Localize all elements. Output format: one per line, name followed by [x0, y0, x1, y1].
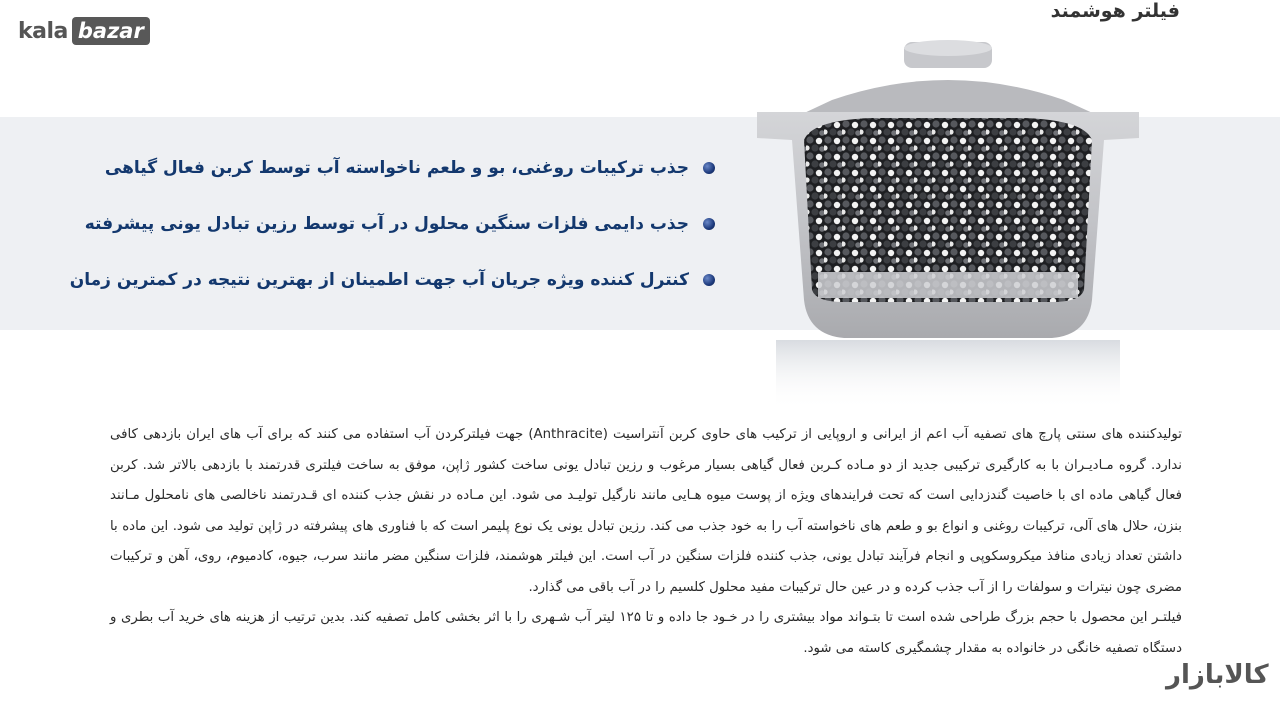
feature-text: جذب دایمی فلزات سنگین محلول در آب توسط رزین تبادل یونی پیشرفته [84, 214, 689, 234]
feature-item [84, 196, 715, 252]
page-title: فیلتر هوشمند [1050, 0, 1180, 22]
kalabazar-logo[interactable] [18, 17, 150, 45]
kalabazar-watermark: کالابازار [1166, 660, 1269, 690]
description-text [110, 420, 1182, 664]
description-paragraph: تولیدکننده های سنتی پارچ های تصفیه آب اعم از ایرانی و اروپایی از ترکیب های حاوی کربن آنتراسیت (Anthracite) جهت فیلترکردن آب استفاده می کنند که برای آب های ایران بازدهی کافی ندارد. گروه مـادیـران با به کارگیری ترکیبی جدید از دو مـاده کـربن فعال گیاهی بسیار مرغوب و رزین تبادل یونی ساخت کشور ژاپن، موفق به ساخت فیلتری قدرتمند با بازدهی بالاتر شد. کربن فعال گیاهی ماده ای با خاصیت گندزدایی است که تحت فرایندهای ویژه از پوست میوه هـایی مانند نارگیل تولیـد می شود. این مـاده در نقش جذب کننده ای قـدرتمند ناخالصی های نامحلول مـانند بنزن، حلال های آلی، ترکیبات روغنی و انواع بو و طعم های ناخواسته آب را به خود جذب می کند. رزین تبادل یونی یک نوع پلیمر است که با فناوری های پیشرفته در ژاپن تولید می شود. این ماده با داشتن تعداد زیادی منافذ میکروسکوپی و انجام فرآیند تبادل یونی، جذب کننده فلزات سنگین در آب است. این فیلتر هوشمند، فلزات سنگین مضر مانند سرب، جیوه، کادمیوم، روی، آهن و ترکیبات مضری چون نیترات و سولفات را از آب جذب کرده و در عین حال ترکیبات مفید محلول کلسیم را در آب باقی می گذارد. [110, 427, 1182, 595]
feature-text: کنترل کننده ویژه جریان آب جهت اطمینان از بهترین نتیجه در کمترین زمان [69, 270, 689, 290]
bullet-icon [703, 274, 715, 286]
bullet-icon [703, 162, 715, 174]
feature-text: جذب ترکیبات روغنی، بو و طعم ناخواسته آب توسط کربن فعال گیاهی [104, 158, 689, 178]
filter-cartridge-image [752, 40, 1144, 410]
logo-kala-text: kala [18, 18, 68, 44]
bullet-icon [703, 218, 715, 230]
feature-list [69, 140, 715, 308]
feature-item [69, 252, 715, 308]
feature-item [95, 140, 715, 196]
logo-bazar-text: bazar [72, 17, 150, 45]
description-paragraph: فیلتـر این محصول با حجم بزرگ طراحی شده است تا بتـواند مواد بیشتری را در خـود جا داده و تا ۱۲۵ لیتر آب شـهری را با اثر بخشی کامل تصفیه کند. بدین ترتیب از هزینه های خرید آب بطری و دستگاه تصفیه خانگی در خانواده به مقدار چشمگیری کاسته می شود. [110, 610, 1182, 656]
